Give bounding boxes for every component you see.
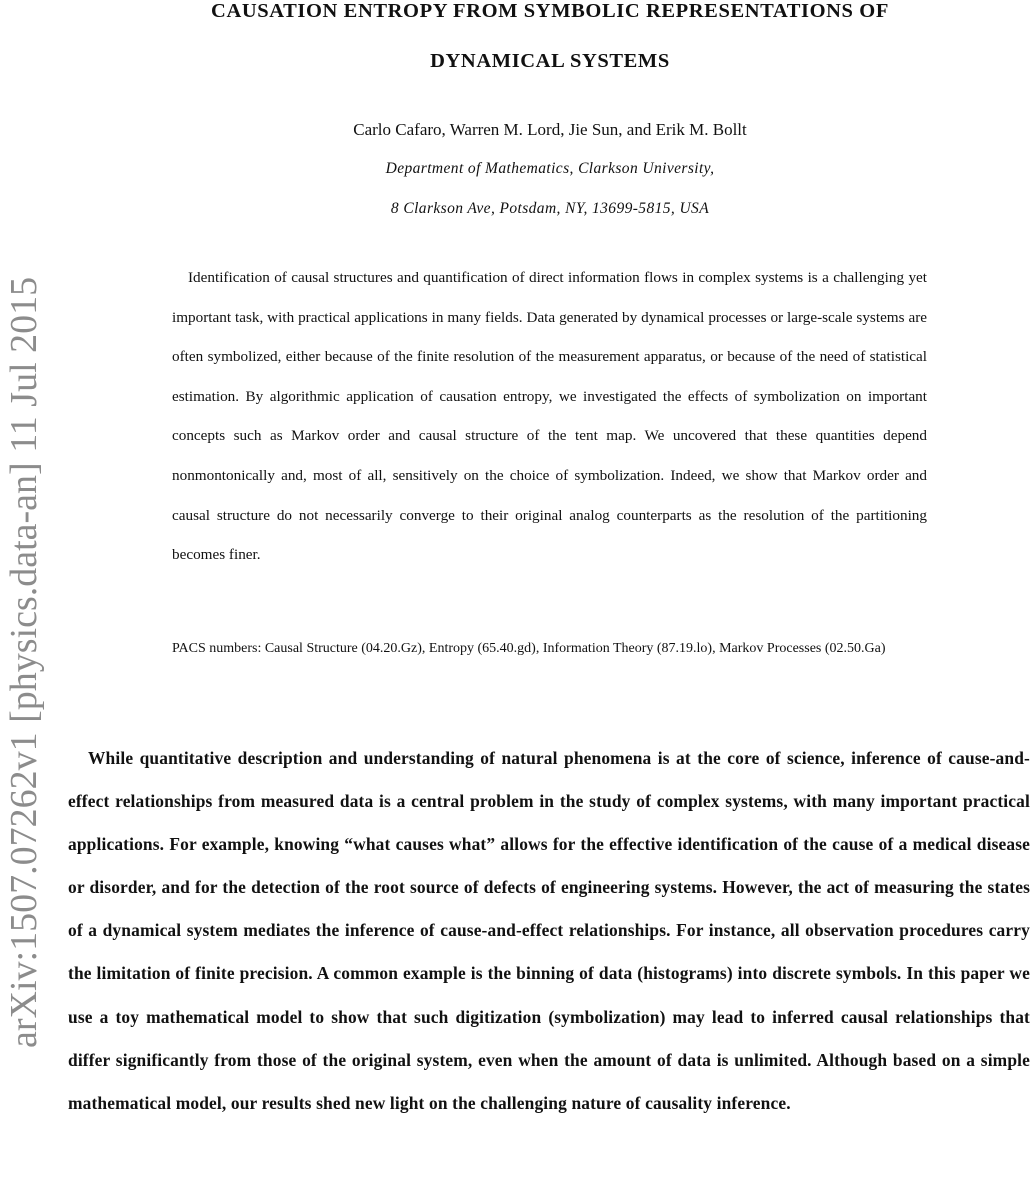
affiliation-line-2: 8 Clarkson Ave, Potsdam, NY, 13699-5815, USA (390, 200, 710, 217)
paper-title-line-1: CAUSATION ENTROPY FROM SYMBOLIC REPRESENTATIONS OF (211, 0, 889, 22)
arxiv-stamp: arXiv:1507.07262v1 [physics.data-an] 11 Jul 2015 (3, 276, 45, 1048)
abstract (172, 258, 927, 575)
intro-paragraph: While quantitative description and understanding of natural phenomena is at the core of science, inference of cause-and-effect relationships from measured data is a central problem in the study of complex systems, with many important practical applications. For example, knowing “what causes what” allows for the effective identification of the cause of a medical disease or disorder, and for the detection of the root source of defects of engineering systems. However, the act of measuring the states of a dynamical system mediates the inference of cause-and-effect relationships. For instance, all observation procedures carry the limitation of finite precision. A common example is the binning of data (histograms) into discrete symbols. In this paper we use a toy mathematical model to show that such digitization (symbolization) may lead to inferred causal relationships that differ significantly from those of the original system, even when the amount of data is unlimited. Although based on a simple mathematical model, our results shed new light on the challenging nature of causality inference. (68, 748, 1030, 1113)
affiliation-line-1: Department of Mathematics, Clarkson University, (385, 160, 715, 177)
pacs-text: PACS numbers: Causal Structure (04.20.Gz), Entropy (65.40.gd), Information Theory (87.19.lo), Markov Processes (02.50.Ga) (172, 641, 886, 656)
paper-title-line-2: DYNAMICAL SYSTEMS (430, 50, 670, 72)
abstract-text: Identification of causal structures and quantification of direct information flows in complex systems is a challenging yet important task, with practical applications in many fields. Data generated by dynamical processes or large-scale systems are often symbolized, either because of the finite resolution of the measurement apparatus, or because of the need of statistical estimation. By algorithmic application of causation entropy, we investigated the effects of symbolization on important concepts such as Markov order and causal structure of the tent map. We uncovered that these quantities depend nonmontonically and, most of all, sensitively on the choice of symbolization. Indeed, we show that Markov order and causal structure do not necessarily converge to their original analog counterparts as the resolution of the partitioning becomes finer. (172, 269, 927, 564)
pacs-numbers (172, 630, 927, 668)
authors: Carlo Cafaro, Warren M. Lord, Jie Sun, and Erik M. Bollt (353, 120, 747, 139)
intro-section (68, 737, 1030, 1125)
